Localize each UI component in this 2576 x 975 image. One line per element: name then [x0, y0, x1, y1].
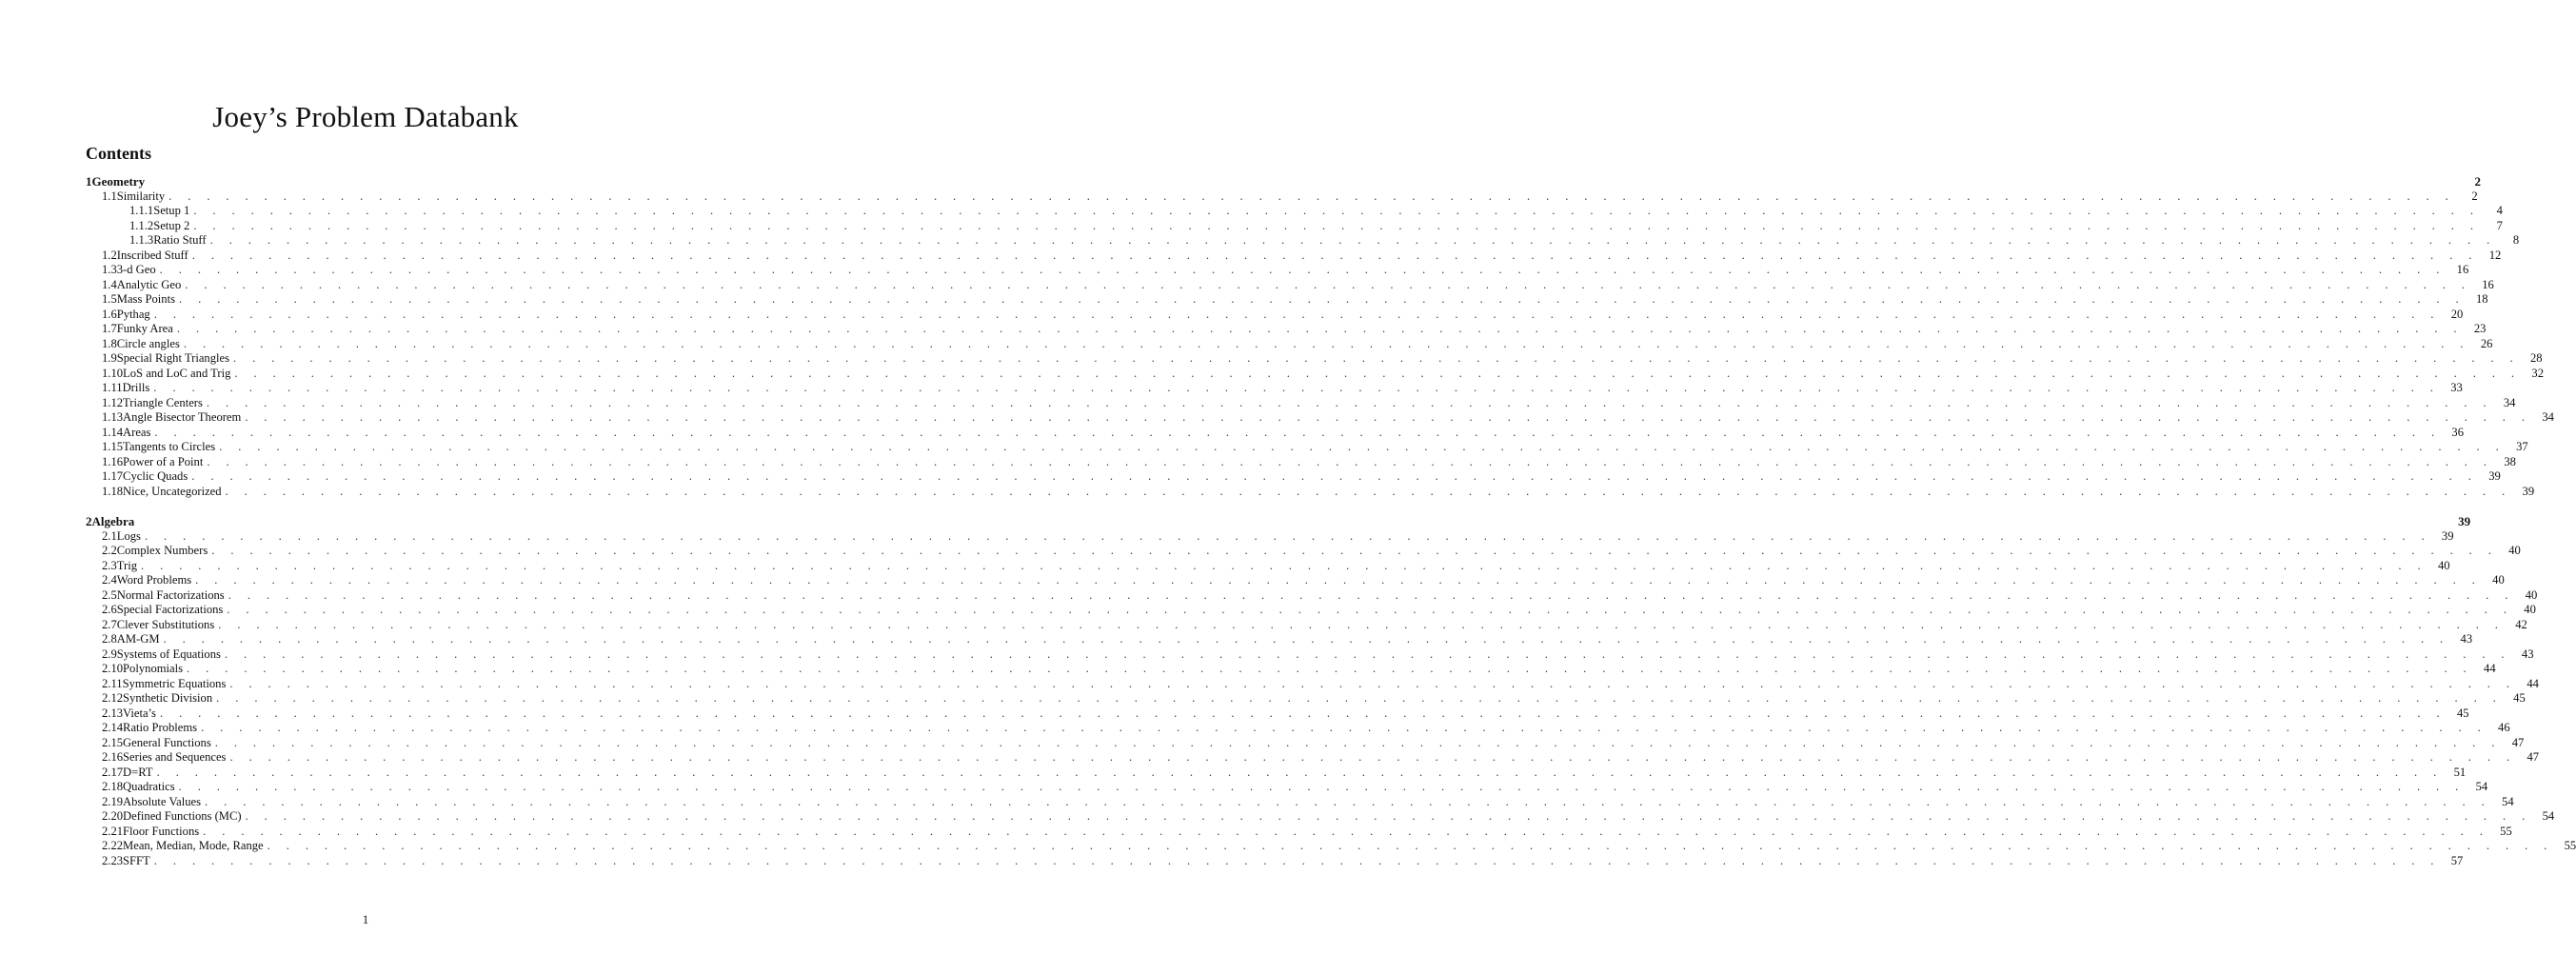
- toc-entry-number: 1.8: [102, 336, 117, 350]
- toc-entry-page: 32: [2531, 366, 2544, 380]
- toc-entry-title: Tangents to Circles: [123, 440, 216, 453]
- toc-entry-1-16[interactable]: [86, 454, 2516, 470]
- dot-leader: . . . . . . . . . . . . . . . . . . . . . . . . . . . . . . . . . . . . . . . . . . . . . . . . . . . . . . . . . . . . . . . . . . . . . . . . . . . . . . . . . . . . . . . . . . . . . . . . . . . . . . . . . . . . . . . . . . . . . . . .: [178, 780, 2466, 793]
- toc-entry-page: 34: [2542, 410, 2554, 424]
- toc-entry-1-10[interactable]: [86, 366, 2544, 382]
- dot-leader: . . . . . . . . . . . . . . . . . . . . . . . . . . . . . . . . . . . . . . . . . . . . . . . . . . . . . . . . . . . . . . . . . . . . . . . . . . . . . . . . . . . . . . . . . . . . . . . . . . . . . . . . . . . . . . . . . . . . . . . .: [206, 395, 2493, 409]
- dot-leader: . . . . . . . . . . . . . . . . . . . . . . . . . . . . . . . . . . . . . . . . . . . . . . . . . . . . . . . . . . . . . . . . . . . . . . . . . . . . . . . . . . . . . . . . . . . . . . . . . . . . . . . . . . . . . . . . . . . . . . . .: [191, 248, 2479, 262]
- dot-leader: . . . . . . . . . . . . . . . . . . . . . . . . . . . . . . . . . . . . . . . . . . . . . . . . . . . . . . . . . . . . . . . . . . . . . . . . . . . . . . . . . . . . . . . . . . . . . . . . . . . . . . . . . . . . . . . . . . . . . . . .: [159, 263, 2447, 276]
- toc-entry-page: 26: [2480, 336, 2493, 350]
- toc-entry-title: Symmetric Equations: [122, 676, 227, 690]
- toc-entry-2-6[interactable]: [86, 603, 2536, 618]
- toc-entry-title: Triangle Centers: [123, 395, 203, 409]
- toc-entry-page: 39: [2441, 528, 2454, 543]
- toc-entry-number: 1.1.2: [129, 218, 154, 232]
- toc-entry-title: Normal Factorizations: [116, 587, 225, 602]
- toc-entry-title: Special Factorizations: [116, 603, 224, 616]
- contents-heading: Contents: [86, 144, 152, 163]
- toc-entry-number: 2.18: [102, 780, 124, 793]
- toc-entry-page: 18: [2475, 292, 2488, 306]
- dot-leader: . . . . . . . . . . . . . . . . . . . . . . . . . . . . . . . . . . . . . . . . . . . . . . . . . . . . . . . . . . . . . . . . . . . . . . . . . . . . . . . . . . . . . . . . . . . . . . . . . . . . . . . . . . . . . . . . . . . . . . . .: [154, 425, 2441, 439]
- toc-entry-title: Special Right Triangles: [116, 351, 229, 365]
- dot-leader: . . . . . . . . . . . . . . . . . . . . . . . . . . . . . . . . . . . . . . . . . . . . . . . . . . . . . . . . . . . . . . . . . . . . . . . . . . . . . . . . . . . . . . . . . . . . . . . . . . . . . . . . . . . . . . . . . . . . . . . .: [214, 735, 2502, 749]
- toc-entry-page: 33: [2450, 381, 2463, 394]
- toc-entry-number: 1.3: [102, 263, 117, 276]
- toc-entry-1[interactable]: [86, 174, 2481, 189]
- dot-leader: . . . . . . . . . . . . . . . . . . . . . . . . . . . . . . . . . . . . . . . . . . . . . . . . . . . . . . . . . . . . . . . . . . . . . . . . . . . . . . . . . . . . . . . . . . . . . . . . . . . . . . . . . . . . . . . . . . . . . . . .: [187, 662, 2473, 675]
- toc-entry-title: D=RT: [123, 765, 153, 779]
- toc-entry-page: 46: [2498, 721, 2510, 734]
- dot-leader: . . . . . . . . . . . . . . . . . . . . . . . . . . . . . . . . . . . . . . . . . . . . . . . . . . . . . . . . . . . . . . . . . . . . . . . . . . . . . . . . . . . . . . . . . . . . . . . . . . . . . . . . . . . . . . . . . . . . . . . .: [229, 676, 2516, 690]
- toc-entry-number: 1.1.1: [129, 204, 154, 217]
- toc-entry-number: 1.5: [102, 292, 117, 306]
- toc-entry-1-1-2[interactable]: [86, 218, 2503, 234]
- toc-entry-number: 1.13: [102, 410, 124, 424]
- toc-entry-page: 54: [2475, 780, 2488, 793]
- toc-entry-number: 2.21: [102, 824, 124, 838]
- toc-entry-title: Polynomials: [123, 662, 184, 675]
- toc-entry-title: Floor Functions: [123, 824, 200, 838]
- toc-entry-page: 40: [2524, 603, 2536, 616]
- toc-entry-title: 3-d Geo: [116, 263, 156, 276]
- toc-entry-number: 1.10: [102, 366, 124, 380]
- toc-entry-number: 1: [86, 174, 92, 189]
- toc-entry-page: 23: [2473, 322, 2487, 335]
- toc-entry-title: Defined Functions (MC): [123, 809, 242, 823]
- dot-leader: . . . . . . . . . . . . . . . . . . . . . . . . . . . . . . . . . . . . . . . . . . . . . . . . . . . . . . . . . . . . . . . . . . . . . . . . . . . . . . . . . . . . . . . . . . . . . . . . . . . . . . . . . . . . . . . . . . . . . . . .: [218, 617, 2505, 631]
- toc-entry-1-7[interactable]: [86, 322, 2487, 337]
- toc-entry-title: Funky Area: [116, 322, 173, 335]
- toc-entry-2-13[interactable]: [86, 706, 2469, 722]
- toc-entry-2-7[interactable]: [86, 617, 2527, 633]
- toc-entry-number: 2.1: [102, 528, 117, 543]
- toc-entry-number: 2.3: [102, 558, 117, 572]
- toc-entry-number: 1.12: [102, 395, 124, 409]
- toc-entry-number: 1.16: [102, 454, 124, 468]
- toc-entry-number: 2.2: [102, 544, 117, 557]
- toc-entry-number: 2.9: [102, 647, 117, 661]
- toc-entry-page: 40: [2492, 573, 2505, 587]
- toc-entry-title: Areas: [123, 425, 151, 439]
- dot-leader: . . . . . . . . . . . . . . . . . . . . . . . . . . . . . . . . . . . . . . . . . . . . . . . . . . . . . . . . . . . . . . . . . . . . . . . . . . . . . . . . . . . . . . . . . . . . . . . . . . . . . . . . . . . . . . . . . . . . . . . .: [207, 454, 2493, 468]
- toc-entry-page: 43: [2521, 647, 2534, 661]
- toc-entry-title: General Functions: [123, 735, 211, 749]
- toc-entry-1-5[interactable]: [86, 292, 2488, 308]
- dot-leader: . . . . . . . . . . . . . . . . . . . . . . . . . . . . . . . . . . . . . . . . . . . . . . . . . . . . . . . . . . . . . . . . . . . . . . . . . . . . . . . . . . . . . . . . . . . . . . . . . . . . . . . . . . . . . . . . . . . . . . . .: [153, 853, 2441, 867]
- dot-leader: . . . . . . . . . . . . . . . . . . . . . . . . . . . . . . . . . . . . . . . . . . . . . . . . . . . . . . . . . . . . . . . . . . . . . . . . . . . . . . . . . . . . . . . . . . . . . . . . . . . . . . . . . . . . . . . . . . . . . . . .: [153, 307, 2441, 321]
- dot-leader: . . . . . . . . . . . . . . . . . . . . . . . . . . . . . . . . . . . . . . . . . . . . . . . . . . . . . . . . . . . . . . . . . . . . . . . . . . . . . . . . . . . . . . . . . . . . . . . . . . . . . . . . . . . . . . . . . . . . . . . .: [229, 750, 2517, 764]
- toc-entry-page: 55: [2564, 839, 2576, 852]
- toc-entry-number: 2.19: [102, 794, 124, 808]
- toc-entry-page: 43: [2460, 632, 2473, 646]
- toc-entry-page: 44: [2484, 662, 2496, 675]
- toc-entry-title: Power of a Point: [123, 454, 204, 468]
- dot-leader: . . . . . . . . . . . . . . . . . . . . . . . . . . . . . . . . . . . . . . . . . . . . . . . . . . . . . . . . . . . . . . . . . . . . . . . . . . . . . . . . . . . . . . . . . . . . . . . . . . . . . . . . . . . . . . . . . . . . . . . .: [193, 204, 2480, 217]
- toc-entry-title: Angle Bisector Theorem: [123, 410, 242, 424]
- toc-entry-title: Ratio Stuff: [153, 233, 207, 247]
- dot-leader: . . . . . . . . . . . . . . . . . . . . . . . . . . . . . . . . . . . . . . . . . . . . . . . . . . . . . . . . . . . . . . . . . . . . . . . . . . . . . . . . . . . . . . . . . . . . . . . . . . . . . . . . . . . . . . . . . . . . . . . .: [216, 691, 2503, 705]
- toc-entry-title: Mean, Median, Mode, Range: [123, 839, 264, 852]
- toc-entry-number: 2.10: [102, 662, 124, 675]
- toc-entry-title: Inscribed Stuff: [116, 248, 188, 262]
- dot-leader: . . . . . . . . . . . . . . . . . . . . . . . . . . . . . . . . . . . . . . . . . . . . . . . . . . . . . . . . . . . . . . . . . . . . . . . . . . . . . . . . . . . . . . . . . . . . . . . . . . . . . . . . . . . . . . . . . . . . . . . .: [211, 544, 2498, 557]
- toc-entry-1-6[interactable]: [86, 307, 2464, 323]
- toc-entry-title: Vieta’s: [123, 706, 156, 720]
- dot-leader: . . . . . . . . . . . . . . . . . . . . . . . . . . . . . . . . . . . . . . . . . . . . . . . . . . . . . . . . . . . . . . . . . . . . . . . . . . . . . . . . . . . . . . . . . . . . . . . . . . . . . . . . . . . . . . . . . . . . . . . .: [209, 233, 2497, 247]
- toc-entry-page: 39: [2522, 484, 2535, 498]
- toc-entry-number: 2.14: [102, 721, 124, 734]
- dot-leader: . . . . . . . . . . . . . . . . . . . . . . . . . . . . . . . . . . . . . . . . . . . . . . . . . . . . . . . . . . . . . . . . . . . . . . . . . . . . . . . . . . . . . . . . . . . . . . . . . . . . . . . . . . . . . . . . . . . . . . . .: [228, 587, 2515, 602]
- toc-entry-page: 16: [2456, 263, 2469, 276]
- toc-entry-number: 1.1.3: [129, 233, 154, 247]
- toc-entry-number: 1.17: [102, 469, 124, 483]
- dot-leader: . . . . . . . . . . . . . . . . . . . . . . . . . . . . . . . . . . . . . . . . . . . . . . . . . . . . . . . . . . . . . . . . . . . . . . . . . . . . . . . . . . . . . . . . . . . . . . . . . . . . . . . . . . . . . . . . . . . . . . . .: [227, 603, 2513, 616]
- toc-entry-page: 40: [2437, 558, 2450, 572]
- dot-leader: . . . . . . . . . . . . . . . . . . . . . . . . . . . . . . . . . . . . . . . . . . . . . . . . . . . . . . . . . . . . . . . . . . . . . . . . . . . . . . . . . . . . . . . . . . . . . . . . . . . . . . . . . . . . . . . . . . . . . . . .: [168, 189, 2455, 203]
- toc-entry-page: 2: [2471, 189, 2478, 203]
- toc-entry-page: 38: [2504, 454, 2516, 468]
- toc-entry-2-20[interactable]: [86, 809, 2555, 825]
- toc-entry-number: 2.4: [102, 573, 117, 587]
- toc-entry-title: Mass Points: [116, 292, 175, 306]
- toc-entry-number: 2.13: [102, 706, 124, 720]
- toc-entry-page: 20: [2450, 307, 2464, 321]
- toc-entry-page: 28: [2529, 351, 2543, 365]
- table-of-contents: [86, 174, 2576, 868]
- toc-entry-number: 1.15: [102, 440, 124, 453]
- toc-entry-1-15[interactable]: [86, 440, 2528, 455]
- toc-entry-number: 1.11: [102, 381, 123, 394]
- toc-entry-title: Circle angles: [116, 336, 180, 350]
- toc-entry-2-14[interactable]: [86, 721, 2510, 736]
- toc-entry-2-21[interactable]: [86, 824, 2512, 840]
- toc-entry-title: Pythag: [116, 307, 150, 321]
- dot-leader: . . . . . . . . . . . . . . . . . . . . . . . . . . . . . . . . . . . . . . . . . . . . . . . . . . . . . . . . . . . . . . . . . . . . . . . . . . . . . . . . . . . . . . . . . . . . . . . . . . . . . . . . . . . . . . . . . . . . . . . .: [205, 794, 2491, 808]
- toc-entry-page: 57: [2450, 853, 2464, 867]
- toc-entry-number: 2.16: [102, 750, 124, 764]
- document-title: Joey’s Problem Databank: [212, 99, 519, 133]
- toc-entry-title: Word Problems: [116, 573, 192, 587]
- toc-entry-title: Absolute Values: [123, 794, 202, 808]
- toc-entry-1-8[interactable]: [86, 336, 2493, 352]
- toc-entry-title: Systems of Equations: [116, 647, 221, 661]
- toc-entry-2-23[interactable]: [86, 853, 2464, 869]
- dot-leader: . . . . . . . . . . . . . . . . . . . . . . . . . . . . . . . . . . . . . . . . . . . . . . . . . . . . . . . . . . . . . . . . . . . . . . . . . . . . . . . . . . . . . . . . . . . . . . . . . . . . . . . . . . . . . . . . . . . . . . . .: [176, 322, 2464, 335]
- toc-entry-title: Cyclic Quads: [123, 469, 188, 483]
- dot-leader: . . . . . . . . . . . . . . . . . . . . . . . . . . . . . . . . . . . . . . . . . . . . . . . . . . . . . . . . . . . . . . . . . . . . . . . . . . . . . . . . . . . . . . . . . . . . . . . . . . . . . . . . . . . . . . . . . . . . . . . .: [185, 277, 2471, 291]
- toc-entry-number: 1.1: [102, 189, 117, 203]
- toc-entry-page: 44: [2526, 676, 2539, 690]
- dot-leader: . . . . . . . . . . . . . . . . . . . . . . . . . . . . . . . . . . . . . . . . . . . . . . . . . . . . . . . . . . . . . . . . . . . . . . . . . . . . . . . . . . . . . . . . . . . . . . . . . . . . . . . . . . . . . . . . . . . . . . . .: [156, 765, 2444, 779]
- toc-entry-number: 1.14: [102, 425, 124, 439]
- toc-entry-page: 34: [2503, 395, 2516, 409]
- dot-leader: . . . . . . . . . . . . . . . . . . . . . . . . . . . . . . . . . . . . . . . . . . . . . . . . . . . . . . . . . . . . . . . . . . . . . . . . . . . . . . . . . . . . . . . . . . . . . . . . . . . . . . . . . . . . . . . . . . . . . . . .: [224, 647, 2511, 661]
- toc-entry-page: 8: [2512, 233, 2520, 247]
- toc-entry-page: 55: [2500, 824, 2512, 838]
- toc-entry-page: 39: [2488, 469, 2501, 483]
- toc-entry-2-5[interactable]: [86, 587, 2538, 604]
- toc-entry-number: 2.15: [102, 735, 124, 749]
- toc-entry-title: Geometry: [91, 174, 146, 189]
- dot-leader: . . . . . . . . . . . . . . . . . . . . . . . . . . . . . . . . . . . . . . . . . . . . . . . . . . . . . . . . . . . . . . . . . . . . . . . . . . . . . . . . . . . . . . . . . . . . . . . . . . . . . . . . . . . . . . . . . . . . . . . .: [245, 809, 2532, 823]
- toc-entry-page: 45: [2513, 691, 2526, 705]
- dot-leader: . . . . . . . . . . . . . . . . . . . . . . . . . . . . . . . . . . . . . . . . . . . . . . . . . . . . . . . . . . . . . . . . . . . . . . . . . . . . . . . . . . . . . . . . . . . . . . . . . . . . . . . . . . . . . . . . . . . . . . . .: [179, 292, 2466, 306]
- toc-entry-1-4[interactable]: [86, 277, 2494, 293]
- toc-entry-number: 2.8: [102, 632, 117, 646]
- toc-entry-title: LoS and LoC and Trig: [123, 366, 231, 380]
- dot-leader: . . . . . . . . . . . . . . . . . . . . . . . . . . . . . . . . . . . . . . . . . . . . . . . . . . . . . . . . . . . . . . . . . . . . . . . . . . . . . . . . . . . . . . . . . . . . . . . . . . . . . . . . . . . . . . . . . . . . . . . .: [267, 839, 2554, 852]
- dot-leader: . . . . . . . . . . . . . . . . . . . . . . . . . . . . . . . . . . . . . . . . . . . . . . . . . . . . . . . . . . . . . . . . . . . . . . . . . . . . . . . . . . . . . . . . . . . . . . . . . . . . . . . . . . . . . . . . . . . . . . . .: [234, 366, 2521, 380]
- toc-entry-2-3[interactable]: [86, 558, 2450, 574]
- dot-leader: . . . . . . . . . . . . . . . . . . . . . . . . . . . . . . . . . . . . . . . . . . . . . . . . . . . . . . . . . . . . . . . . . . . . . . . . . . . . . . . . . . . . . . . . . . . . . . . . . . . . . . . . . . . . . . . . . . . . . . . .: [159, 706, 2447, 720]
- toc-entry-1-2[interactable]: [86, 248, 2502, 264]
- dot-leader: . . . . . . . . . . . . . . . . . . . . . . . . . . . . . . . . . . . . . . . . . . . . . . . . . . . . . . . . . . . . . . . . . . . . . . . . . . . . . . . . . . . . . . . . . . . . . . . . . . . . . . . . . . . . . . . . . . . . . . . .: [219, 440, 2506, 453]
- toc-entry-title: Quadratics: [123, 780, 175, 793]
- toc-entry-page: 54: [2542, 809, 2555, 823]
- dot-leader: . . . . . . . . . . . . . . . . . . . . . . . . . . . . . . . . . . . . . . . . . . . . . . . . . . . . . . . . . . . . . . . . . . . . . . . . . . . . . . . . . . . . . . . . . . . . . . . . . . . . . . . . . . . . . . . . . . . . . . . .: [201, 721, 2487, 734]
- toc-entry-title: Algebra: [91, 514, 135, 528]
- toc-entry-1-1[interactable]: [86, 189, 2478, 205]
- toc-entry-2-2[interactable]: [86, 544, 2521, 559]
- toc-entry-1-1-1[interactable]: [86, 204, 2503, 219]
- toc-entry-page: 16: [2482, 277, 2494, 291]
- toc-entry-number: 2: [86, 514, 92, 528]
- toc-entry-2-19[interactable]: [86, 794, 2514, 810]
- toc-entry-number: 2.23: [102, 853, 124, 867]
- page-number: 1: [362, 912, 369, 926]
- toc-entry-page: 2: [2474, 174, 2481, 189]
- toc-entry-1-11[interactable]: [86, 381, 2463, 396]
- toc-entry-title: Setup 1: [153, 204, 190, 217]
- toc-entry-number: 2.17: [102, 765, 124, 779]
- toc-entry-page: 7: [2496, 218, 2503, 232]
- toc-entry-page: 12: [2488, 248, 2502, 262]
- dot-leader: . . . . . . . . . . . . . . . . . . . . . . . . . . . . . . . . . . . . . . . . . . . . . . . . . . . . . . . . . . . . . . . . . . . . . . . . . . . . . . . . . . . . . . . . . . . . . . . . . . . . . . . . . . . . . . . . . . . . . . . .: [225, 484, 2512, 498]
- toc-entry-1-17[interactable]: [86, 469, 2501, 485]
- toc-entry-2-15[interactable]: [86, 735, 2525, 751]
- toc-entry-1-1-3[interactable]: [86, 233, 2520, 249]
- toc-entry-1-18[interactable]: [86, 484, 2535, 500]
- dot-leader: . . . . . . . . . . . . . . . . . . . . . . . . . . . . . . . . . . . . . . . . . . . . . . . . . . . . . . . . . . . . . . . . . . . . . . . . . . . . . . . . . . . . . . . . . . . . . . . . . . . . . . . . . . . . . . . . . . . . . . . .: [153, 381, 2440, 394]
- toc-entry-number: 2.11: [102, 676, 123, 690]
- toc-entry-number: 1.4: [102, 277, 117, 291]
- toc-entry-2-17[interactable]: [86, 765, 2467, 781]
- toc-entry-1-14[interactable]: [86, 425, 2464, 441]
- toc-entry-title: Trig: [116, 558, 137, 572]
- toc-entry-page: 42: [2515, 617, 2527, 631]
- toc-entry-2-4[interactable]: [86, 573, 2505, 588]
- dot-leader: . . . . . . . . . . . . . . . . . . . . . . . . . . . . . . . . . . . . . . . . . . . . . . . . . . . . . . . . . . . . . . . . . . . . . . . . . . . . . . . . . . . . . . . . . . . . . . . . . . . . . . . . . . . . . . . . . . . . . . . .: [245, 410, 2531, 424]
- toc-entry-page: 37: [2516, 440, 2528, 453]
- toc-entry-number: 1.18: [102, 484, 124, 498]
- toc-entry-number: 2.5: [102, 587, 117, 602]
- toc-entry-2-12[interactable]: [86, 691, 2526, 706]
- toc-entry-2-8[interactable]: [86, 632, 2473, 647]
- toc-entry-number: 2.7: [102, 617, 117, 631]
- toc-entry-number: 2.22: [102, 839, 124, 852]
- toc-entry-title: Drills: [122, 381, 150, 394]
- dot-leader: . . . . . . . . . . . . . . . . . . . . . . . . . . . . . . . . . . . . . . . . . . . . . . . . . . . . . . . . . . . . . . . . . . . . . . . . . . . . . . . . . . . . . . . . . . . . . . . . . . . . . . . . . . . . . . . . . . . . . . . .: [163, 632, 2450, 646]
- toc-entry-2-16[interactable]: [86, 750, 2540, 766]
- dot-leader: . . . . . . . . . . . . . . . . . . . . . . . . . . . . . . . . . . . . . . . . . . . . . . . . . . . . . . . . . . . . . . . . . . . . . . . . . . . . . . . . . . . . . . . . . . . . . . . . . . . . . . . . . . . . . . . . . . . . . . . .: [195, 573, 2482, 587]
- toc-entry-page: 45: [2456, 706, 2469, 720]
- toc-entry-2-22[interactable]: [86, 839, 2576, 854]
- dot-leader: . . . . . . . . . . . . . . . . . . . . . . . . . . . . . . . . . . . . . . . . . . . . . . . . . . . . . . . . . . . . . . . . . . . . . . . . . . . . . . . . . . . . . . . . . . . . . . . . . . . . . . . . . . . . . . . . . . . . . . . .: [193, 218, 2480, 232]
- toc-entry-page: 36: [2451, 425, 2464, 439]
- toc-entry-title: Complex Numbers: [116, 544, 208, 557]
- toc-entry-2-9[interactable]: [86, 647, 2534, 663]
- toc-entry-title: Setup 2: [153, 218, 190, 232]
- toc-entry-title: Nice, Uncategorized: [123, 484, 222, 498]
- toc-entry-page: 47: [2526, 750, 2540, 764]
- toc-entry-2-18[interactable]: [86, 780, 2488, 795]
- toc-entry-title: Synthetic Division: [123, 691, 213, 705]
- toc-entry-2[interactable]: [86, 514, 2471, 529]
- toc-entry-1-13[interactable]: [86, 410, 2554, 426]
- toc-entry-page: 4: [2496, 204, 2503, 217]
- toc-entry-number: 2.12: [102, 691, 124, 705]
- toc-entry-number: 2.6: [102, 603, 117, 616]
- toc-entry-page: 54: [2502, 794, 2514, 808]
- toc-entry-number: 1.9: [102, 351, 117, 365]
- toc-entry-number: 1.2: [102, 248, 117, 262]
- toc-entry-2-11[interactable]: [86, 676, 2539, 692]
- toc-entry-number: 1.7: [102, 322, 117, 335]
- toc-entry-1-3[interactable]: [86, 263, 2469, 278]
- toc-entry-page: 51: [2453, 765, 2467, 779]
- toc-entry-1-12[interactable]: [86, 395, 2516, 411]
- toc-entry-title: Logs: [116, 528, 141, 543]
- dot-leader: . . . . . . . . . . . . . . . . . . . . . . . . . . . . . . . . . . . . . . . . . . . . . . . . . . . . . . . . . . . . . . . . . . . . . . . . . . . . . . . . . . . . . . . . . . . . . . . . . . . . . . . . . . . . . . . . . . . . . . . .: [141, 558, 2427, 572]
- dot-leader: . . . . . . . . . . . . . . . . . . . . . . . . . . . . . . . . . . . . . . . . . . . . . . . . . . . . . . . . . . . . . . . . . . . . . . . . . . . . . . . . . . . . . . . . . . . . . . . . . . . . . . . . . . . . . . . . . . . . . . . .: [191, 469, 2478, 483]
- toc-entry-2-1[interactable]: [86, 528, 2454, 545]
- toc-entry-page: 40: [2508, 544, 2521, 557]
- toc-entry-title: Clever Substitutions: [116, 617, 215, 631]
- dot-leader: . . . . . . . . . . . . . . . . . . . . . . . . . . . . . . . . . . . . . . . . . . . . . . . . . . . . . . . . . . . . . . . . . . . . . . . . . . . . . . . . . . . . . . . . . . . . . . . . . . . . . . . . . . . . . . . . . . . . . . . .: [233, 351, 2520, 365]
- toc-entry-title: Ratio Problems: [123, 721, 198, 734]
- dot-leader: . . . . . . . . . . . . . . . . . . . . . . . . . . . . . . . . . . . . . . . . . . . . . . . . . . . . . . . . . . . . . . . . . . . . . . . . . . . . . . . . . . . . . . . . . . . . . . . . . . . . . . . . . . . . . . . . . . . . . . . .: [203, 824, 2489, 838]
- toc-entry-2-10[interactable]: [86, 662, 2496, 677]
- toc-entry-title: Analytic Geo: [116, 277, 182, 291]
- toc-entry-number: 1.6: [102, 307, 117, 321]
- toc-entry-title: Series and Sequences: [123, 750, 227, 764]
- toc-entry-1-9[interactable]: [86, 351, 2543, 367]
- toc-entry-page: 47: [2511, 735, 2525, 749]
- toc-entry-title: Similarity: [116, 189, 166, 203]
- toc-entry-page: 40: [2525, 587, 2538, 602]
- dot-leader: . . . . . . . . . . . . . . . . . . . . . . . . . . . . . . . . . . . . . . . . . . . . . . . . . . . . . . . . . . . . . . . . . . . . . . . . . . . . . . . . . . . . . . . . . . . . . . . . . . . . . . . . . . . . . . . . . . . . . . . .: [144, 528, 2431, 543]
- toc-entry-number: 2.20: [102, 809, 124, 823]
- dot-leader: . . . . . . . . . . . . . . . . . . . . . . . . . . . . . . . . . . . . . . . . . . . . . . . . . . . . . . . . . . . . . . . . . . . . . . . . . . . . . . . . . . . . . . . . . . . . . . . . . . . . . . . . . . . . . . . . . . . . . . . .: [183, 336, 2470, 350]
- toc-entry-title: AM-GM: [116, 632, 160, 646]
- toc-entry-title: SFFT: [123, 853, 150, 867]
- toc-entry-page: 39: [2458, 514, 2471, 528]
